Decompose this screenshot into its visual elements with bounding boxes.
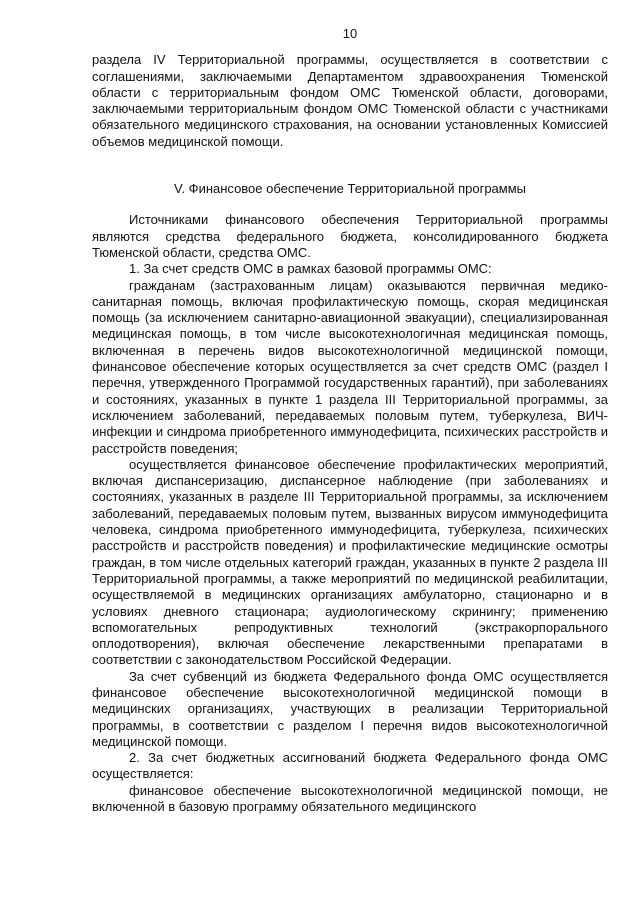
paragraph-item-2: 2. За счет бюджетных ассигнований бюджета Федерального фонда ОМС осуществляется: bbox=[92, 750, 608, 782]
paragraph-item-1: 1. За счет средств ОМС в рамках базовой программы ОМС: bbox=[129, 261, 492, 277]
section-heading: V. Финансовое обеспечение Территориальной программы bbox=[173, 181, 526, 197]
paragraph-citizens-care: гражданам (застрахованным лицам) оказываются первичная медико-санитарная помощь, включая профилактическую помощь, скорая медицинская помощь (за исключением санитарно-авиационной эвакуации), специализированная медицинская помощь, в том числе высокотехнологичная медицинская помощь, включенная в перечень видов высокотехнологичной медицинской помощи, финансовое обеспечение которых осуществляется за счет средств ОМС (раздел I перечня, утвержденного Программой государственных гарантий), при заболеваниях и состояниях, указанных в пункте 1 раздела III Территориальной программы, за исключением заболеваний, передаваемых половым путем, туберкулеза, ВИЧ-инфекции и синдрома приобретенного иммунодефицита, психических расстройств и расстройств поведения; bbox=[92, 277, 608, 456]
page-number: 10 bbox=[342, 26, 358, 41]
paragraph-continuation: раздела IV Территориальной программы, осуществляется в соответствии с соглашениями, заключаемыми Департаментом здравоохранения Тюменской области с территориальным фондом ОМС Тюменской области, договорами, заключаемыми территориальным фондом ОМС Тюменской области с участниками обязательного медицинского страхования, на основании установленных Комиссией объемов медицинской помощи. bbox=[92, 52, 608, 149]
paragraph-subventions: За счет субвенций из бюджета Федерального фонда ОМС осуществляется финансовое обеспечение высокотехнологичной медицинской помощи в медицинских организациях, участвующих в реализации Территориальной программы, в соответствии с разделом I перечня видов высокотехнологичной медицинской помощи. bbox=[92, 668, 608, 749]
paragraph-funding-sources: Источниками финансового обеспечения Территориальной программы являются средства федерального бюджета, консолидированного бюджета Тюменской области, средства ОМС. bbox=[92, 212, 608, 260]
paragraph-preventive-measures: осуществляется финансовое обеспечение профилактических мероприятий, включая диспансеризацию, диспансерное наблюдение (при заболеваниях и состояниях, указанных в разделе III Территориальной программы, за исключением заболеваний, передаваемых половым путем, вызванных вирусом иммунодефицита человека, синдрома приобретенного иммунодефицита, туберкулеза, психических расстройств и расстройств поведения) и профилактические медицинские осмотры граждан, в том числе отдельных категорий граждан, указанных в пункте 2 раздела III Территориальной программы, а также мероприятий по медицинской реабилитации, осуществляемой в медицинских организациях амбулаторно, стационарно и в условиях дневного стационара; аудиологическому скринингу; применению вспомогательных репродуктивных технологий (экстракорпорального оплодотворения), включая обеспечение лекарственными препаратами в соответствии с законодательством Российской Федерации. bbox=[92, 456, 608, 668]
paragraph-high-tech-care: финансовое обеспечение высокотехнологичной медицинской помощи, не включенной в базовую программу обязательного медицинского bbox=[92, 782, 608, 815]
